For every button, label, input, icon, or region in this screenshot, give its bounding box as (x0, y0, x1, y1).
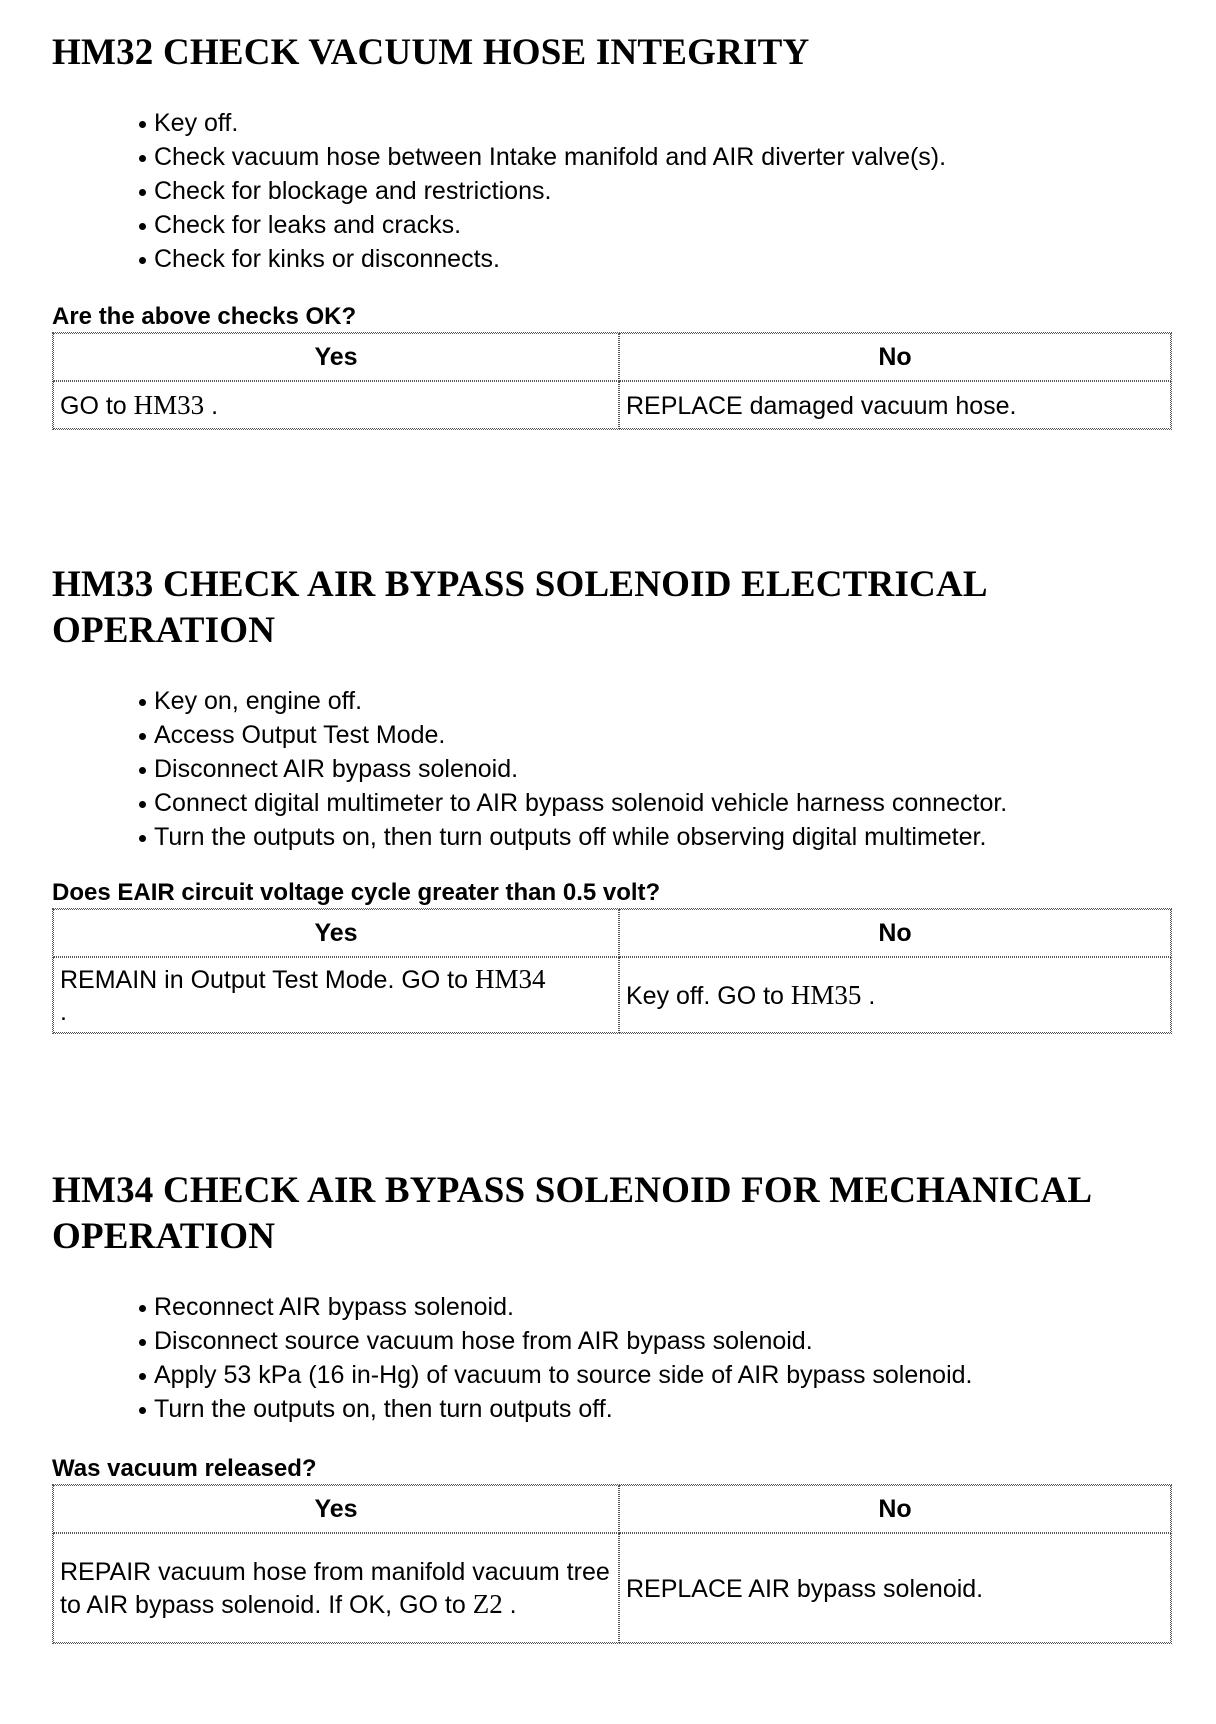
no-header: No (619, 333, 1171, 381)
yes-cell (53, 957, 619, 1033)
no-cell (619, 957, 1171, 1033)
step-item: Apply 53 kPa (16 in-Hg) of vacuum to source side of AIR bypass solenoid. (137, 1358, 1172, 1392)
question: Does EAIR circuit voltage cycle greater than 0.5 volt? (52, 879, 661, 906)
yes-header: Yes (53, 909, 619, 957)
no-cell (619, 381, 1171, 429)
yes-text: REPAIR vacuum hose from manifold vacuum tree to AIR bypass solenoid. If OK, GO to (60, 1557, 610, 1619)
step-item: Check for blockage and restrictions. (137, 174, 1172, 208)
step-item: Access Output Test Mode. (137, 718, 1172, 752)
step-item: Disconnect source vacuum hose from AIR bypass solenoid. (137, 1324, 1172, 1358)
step-item: Reconnect AIR bypass solenoid. (137, 1290, 1172, 1324)
step-item: Check for kinks or disconnects. (137, 242, 1172, 276)
question: Was vacuum released? (52, 1455, 317, 1482)
no-cell (619, 1533, 1171, 1643)
table-header-row (53, 1485, 1171, 1533)
section-title: HM32 CHECK VACUUM HOSE INTEGRITY (52, 32, 810, 73)
yes-cell (53, 381, 619, 429)
step-list (52, 1290, 1172, 1426)
step-item: Key off. (137, 106, 1172, 140)
section-title: HM34 CHECK AIR BYPASS SOLENOID FOR MECHANICAL OPERATION (52, 1170, 1091, 1257)
no-tail: . (861, 981, 876, 1010)
yes-tail: . (502, 1590, 517, 1619)
table-header-row (53, 333, 1171, 381)
no-text: REPLACE AIR bypass solenoid. (626, 1574, 984, 1603)
no-text: REPLACE damaged vacuum hose. (626, 391, 1017, 420)
yes-tail: . (204, 391, 219, 420)
no-header: No (619, 1485, 1171, 1533)
table-row (53, 957, 1171, 1033)
yes-link[interactable]: HM33 (133, 389, 205, 420)
step-item: Key on, engine off. (137, 684, 1172, 718)
yes-text: REMAIN in Output Test Mode. GO to (60, 965, 475, 994)
table-row (53, 381, 1171, 429)
decision-table (52, 908, 1172, 1034)
step-item: Turn the outputs on, then turn outputs off. (137, 1392, 1172, 1426)
yes-link[interactable]: HM34 (474, 963, 546, 994)
yes-link[interactable]: Z2 (472, 1588, 503, 1619)
no-header: No (619, 909, 1171, 957)
yes-tail: . (60, 997, 67, 1026)
step-item: Check for leaks and cracks. (137, 208, 1172, 242)
step-item: Connect digital multimeter to AIR bypass solenoid vehicle harness connector. (137, 786, 1172, 820)
step-list (52, 684, 1172, 854)
step-item: Disconnect AIR bypass solenoid. (137, 752, 1172, 786)
yes-header: Yes (53, 1485, 619, 1533)
table-header-row (53, 909, 1171, 957)
yes-cell (53, 1533, 619, 1643)
step-list (52, 106, 1172, 276)
yes-text: GO to (60, 391, 134, 420)
decision-table (52, 1484, 1172, 1644)
no-link[interactable]: HM35 (790, 979, 862, 1010)
no-text: Key off. GO to (626, 981, 791, 1010)
step-item: Check vacuum hose between Intake manifold and AIR diverter valve(s). (137, 140, 1172, 174)
question: Are the above checks OK? (52, 303, 357, 330)
section-hm33 (52, 562, 1172, 1034)
table-row (53, 1533, 1171, 1643)
section-title: HM33 CHECK AIR BYPASS SOLENOID ELECTRICAL OPERATION (52, 564, 986, 651)
section-hm34 (52, 1168, 1172, 1644)
yes-header: Yes (53, 333, 619, 381)
step-item: Turn the outputs on, then turn outputs off while observing digital multimeter. (137, 820, 1172, 854)
section-hm32 (52, 30, 1172, 430)
decision-table (52, 332, 1172, 430)
